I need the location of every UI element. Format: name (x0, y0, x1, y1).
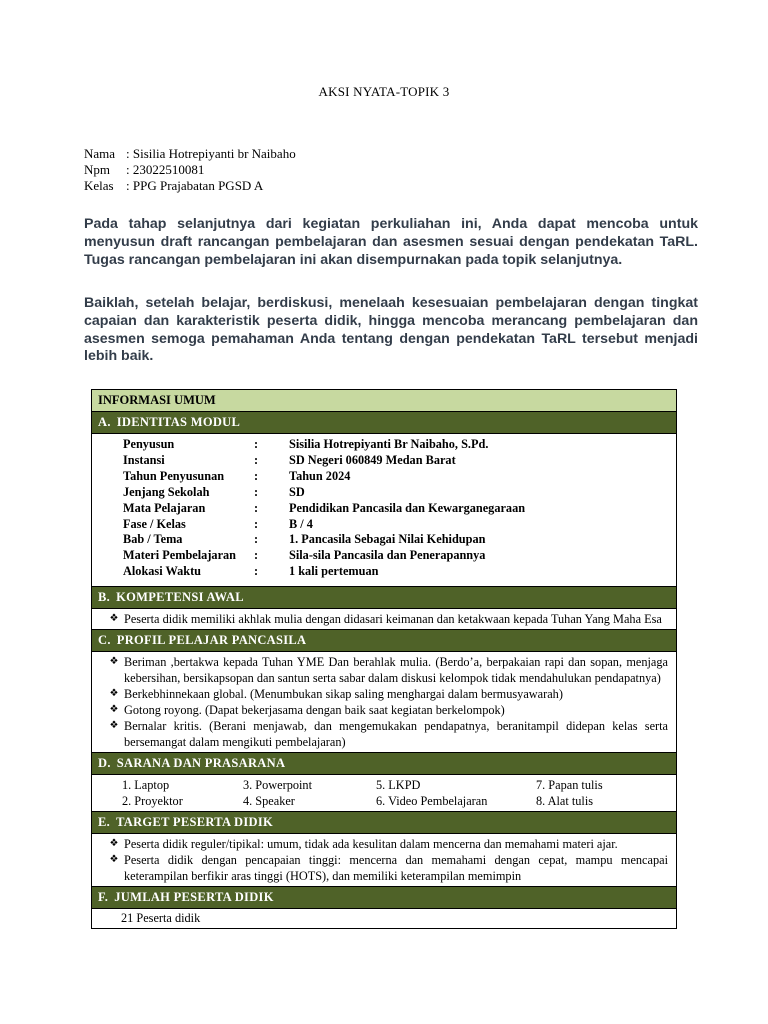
identitas-row (92, 517, 676, 533)
diamond-bullet-icon: ❖ (109, 613, 119, 625)
section-header-sarana (92, 753, 676, 775)
list-item-text: Peserta didik dengan pencapaian tinggi: mencerna dan memahami dengan cepat, mampu mencapai keterampilan berfikir aras tinggi (HOTS), dan memiliki keterampilan memimpin (124, 853, 668, 884)
section-letter: F. (98, 890, 109, 905)
sarana-item: 3. Powerpoint (243, 778, 312, 793)
section-title: KOMPETENSI AWAL (116, 590, 244, 605)
field-label: Penyusun (123, 437, 175, 451)
list-item (100, 836, 668, 852)
identity-row-nama (84, 146, 296, 162)
identity-label: Nama (84, 146, 116, 161)
section-letter: B. (98, 590, 111, 605)
field-label: Alokasi Waktu (123, 564, 202, 579)
section-header-profil (92, 630, 676, 652)
sarana-item: 8. Alat tulis (536, 794, 594, 809)
section-letter: A. (98, 415, 111, 429)
intro-paragraph-1 (84, 216, 698, 269)
identitas-row (92, 564, 676, 580)
student-identity (84, 146, 296, 194)
intro-text: Pada tahap selanjutnya dari kegiatan perkuliahan ini, Anda dapat mencoba untuk menyusun draft rancangan pembelajaran dan asesmen sesuai dengan pendekatan TaRL. Tugas rancangan pembelajaran ini akan disempurnakan pada topik selanjutnya. (84, 216, 698, 268)
diamond-bullet-icon: ❖ (109, 656, 119, 668)
sarana-item: 1. Laptop (122, 778, 170, 793)
field-value: SD Negeri 060849 Medan Barat (289, 452, 456, 467)
section-title: IDENTITAS MODUL (116, 415, 241, 429)
section-header-identitas (92, 412, 676, 434)
field-label: Bab / Tema (123, 532, 183, 547)
sarana-item: 6. Video Pembelajaran (376, 794, 488, 809)
field-colon: : (254, 500, 259, 515)
diamond-bullet-icon: ❖ (109, 720, 119, 732)
section-letter: C. (98, 633, 111, 648)
list-item-text: Gotong royong. (Dapat bekerjasama dengan baik saat kegiatan berkelompok) (124, 703, 505, 718)
diamond-bullet-icon: ❖ (109, 704, 119, 716)
diamond-bullet-icon: ❖ (109, 854, 119, 866)
identitas-modul-body (92, 434, 676, 587)
field-label: Jenjang Sekolah (123, 484, 210, 499)
identity-value: : Sisilia Hotrepiyanti br Naibaho (126, 146, 296, 161)
identitas-row (92, 501, 676, 517)
section-title: JUMLAH PESERTA DIDIK (114, 890, 274, 905)
jumlah-peserta-body (92, 909, 676, 928)
list-item (100, 852, 668, 884)
intro-text: Baiklah, setelah belajar, berdiskusi, menelaah kesesuaian pembelajaran dengan tingkat capaian dan karakteristik peserta didik, hingga mencoba merancang pembelajaran dan asesmen semoga pemahaman Anda tentang dengan pendekatan TaRL tersebut menjadi lebih baik. (84, 295, 698, 365)
field-value: B / 4 (289, 516, 313, 531)
field-colon: : (254, 548, 259, 563)
field-value: Pendidikan Pancasila dan Kewarganegaraan (289, 500, 526, 515)
section-title: PROFIL PELAJAR PANCASILA (116, 633, 307, 648)
section-letter: D. (98, 756, 111, 771)
module-info-table (91, 389, 677, 929)
identity-row-npm (84, 162, 296, 178)
field-colon: : (254, 516, 259, 531)
identitas-row (92, 532, 676, 548)
info-umum-header: INFORMASI UMUM (92, 390, 676, 412)
list-item-text: Peserta didik reguler/tipikal: umum, tidak ada kesulitan dalam mencerna dan memahami materi ajar. (124, 837, 618, 852)
sarana-item: 5. LKPD (376, 778, 421, 793)
kompetensi-awal-body (92, 609, 676, 630)
list-item (100, 702, 668, 718)
field-colon: : (254, 452, 259, 467)
jumlah-value: 21 Peserta didik (121, 911, 201, 926)
diamond-bullet-icon: ❖ (109, 688, 119, 700)
sarana-item: 4. Speaker (243, 794, 295, 809)
target-peserta-body (92, 834, 676, 887)
list-item (100, 718, 668, 750)
field-colon: : (254, 484, 259, 499)
sarana-item: 7. Papan tulis (536, 778, 603, 793)
field-value: SD (289, 484, 305, 499)
field-label: Instansi (123, 452, 165, 467)
section-title: SARANA DAN PRASARANA (116, 756, 286, 771)
list-item (100, 686, 668, 702)
list-item-text: Berkebhinnekaan global. (Menumbukan sikap saling menghargai dalam bermusyawarah) (124, 687, 563, 702)
sarana-row (122, 793, 668, 809)
identitas-row (92, 437, 676, 453)
field-label: Mata Pelajaran (123, 500, 206, 515)
list-item-text: Bernalar kritis. (Berani menjawab, dan mengemukakan pendapatnya, beranitampil didepan kelas serta bersemangat dalam mengikuti pembelajaran) (124, 719, 668, 750)
section-header-jumlah (92, 887, 676, 909)
document-title: AKSI NYATA-TOPIK 3 (318, 84, 450, 99)
sarana-row (122, 777, 668, 793)
section-header-target (92, 812, 676, 834)
field-label: Tahun Penyusunan (123, 468, 225, 483)
field-value: 1 kali pertemuan (289, 564, 379, 579)
identitas-row (92, 548, 676, 564)
section-letter: E. (98, 815, 111, 830)
identity-value: : PPG Prajabatan PGSD A (126, 178, 264, 193)
sarana-item: 2. Proyektor (122, 794, 183, 809)
field-colon: : (254, 437, 259, 451)
field-colon: : (254, 564, 259, 579)
list-item-text: Beriman ,bertakwa kepada Tuhan YME Dan berahlak mulia. (Berdo’a, berpakaian rapi dan sopan, menjaga kebersihan, bersikapsopan dan santun serta sabar dalam diskusi kelompok tidak mendahulukan pendapatnya) (124, 655, 668, 686)
identity-row-kelas (84, 178, 296, 194)
list-item-text: Peserta didik memiliki akhlak mulia dengan didasari keimanan dan ketakwaan kepada Tuhan Yang Maha Esa (124, 612, 662, 627)
identity-label: Npm (84, 162, 110, 177)
list-item (100, 611, 668, 627)
field-value: Sila-sila Pancasila dan Penerapannya (289, 548, 486, 563)
field-colon: : (254, 468, 259, 483)
field-value: Tahun 2024 (289, 468, 351, 483)
identity-value: : 23022510081 (126, 162, 205, 177)
section-header-kompetensi (92, 587, 676, 609)
profil-pelajar-body (92, 652, 676, 753)
identitas-row (92, 485, 676, 501)
identity-label: Kelas (84, 178, 114, 193)
intro-paragraph-2 (84, 295, 698, 366)
field-label: Materi Pembelajaran (123, 548, 237, 563)
field-value: 1. Pancasila Sebagai Nilai Kehidupan (289, 532, 486, 547)
diamond-bullet-icon: ❖ (109, 838, 119, 850)
sarana-prasarana-body (92, 775, 676, 812)
identitas-row (92, 453, 676, 469)
field-label: Fase / Kelas (123, 516, 186, 531)
field-colon: : (254, 532, 259, 547)
field-value: Sisilia Hotrepiyanti Br Naibaho, S.Pd. (289, 437, 489, 451)
list-item (100, 654, 668, 686)
identitas-row (92, 469, 676, 485)
section-title: TARGET PESERTA DIDIK (116, 815, 274, 830)
